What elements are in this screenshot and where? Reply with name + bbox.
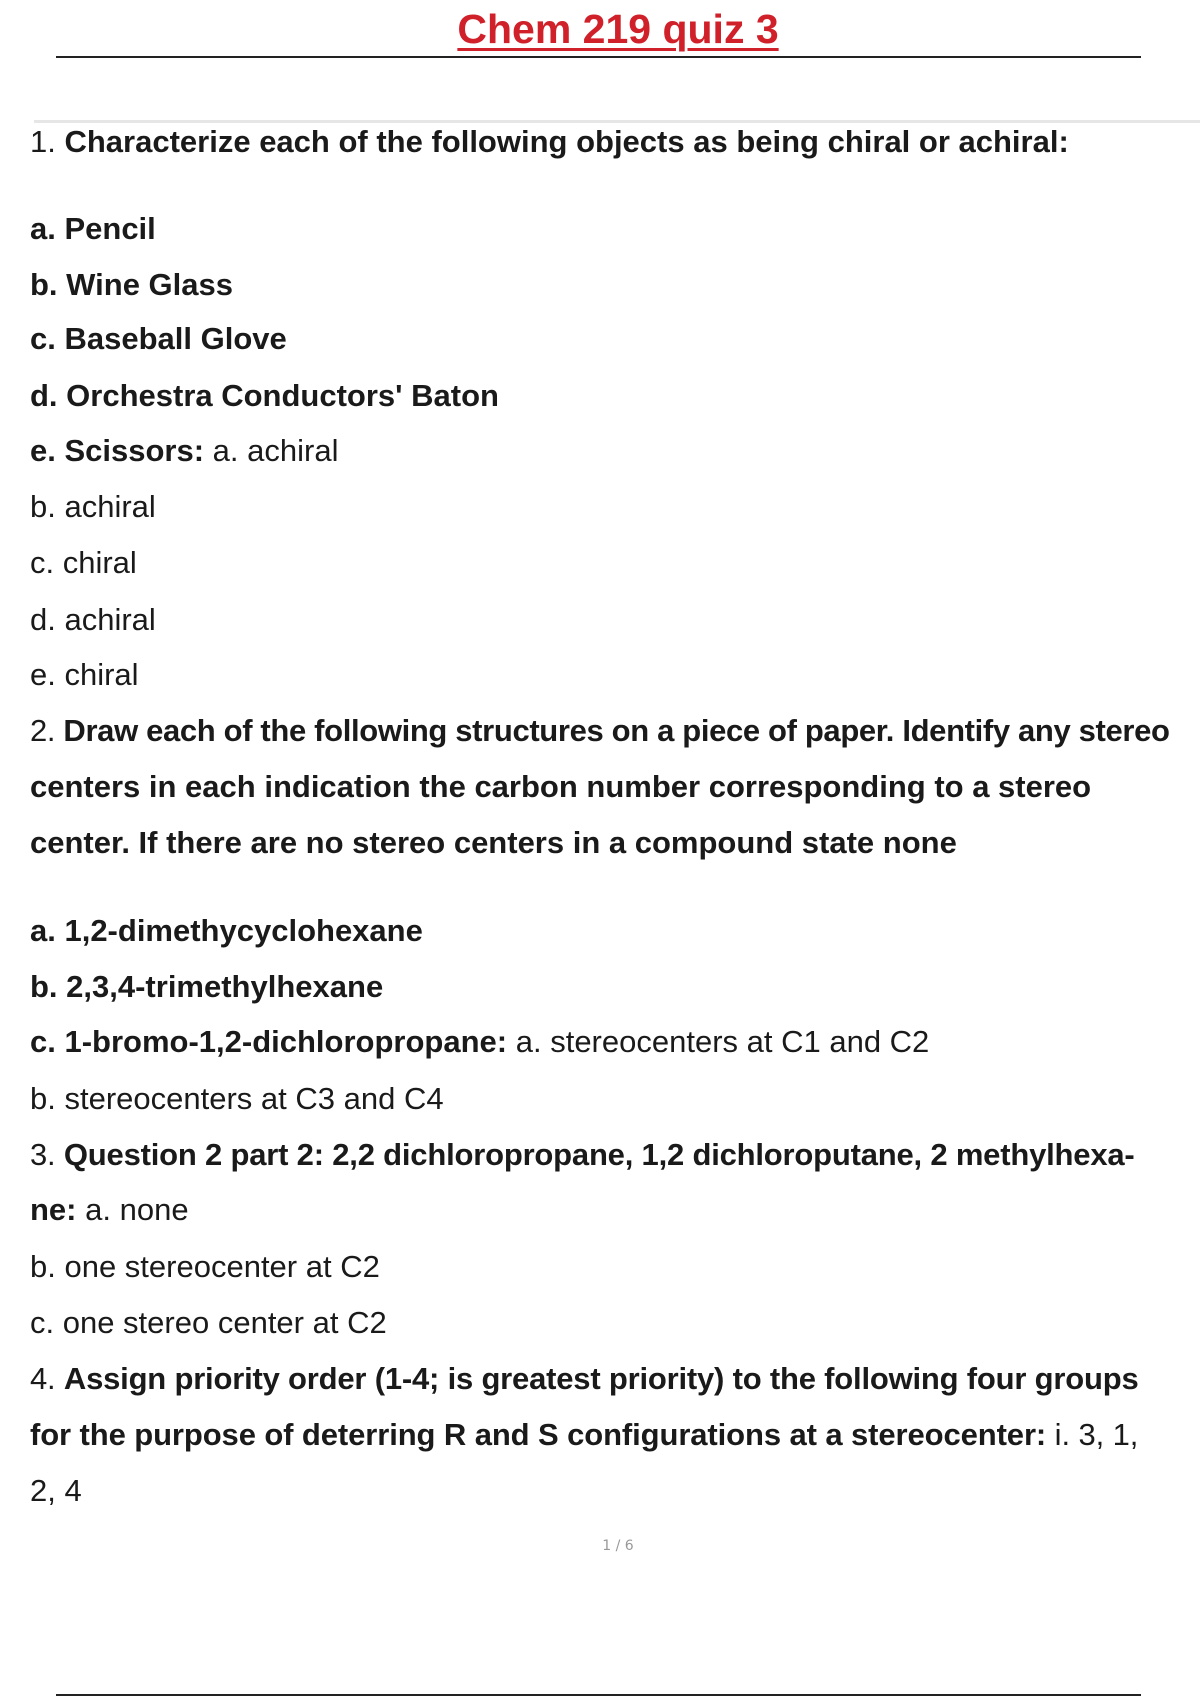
question-number: 2.	[30, 713, 56, 748]
q1-answer-e: e. chiral	[30, 657, 139, 692]
q2-item-b: b. 2,3,4-trimethylhexane	[30, 969, 384, 1004]
question-1	[30, 122, 1069, 162]
question-number: 1.	[30, 124, 56, 159]
question-text: Characterize each of the following objects as being chiral or achiral:	[64, 124, 1069, 159]
header-rule	[56, 56, 1141, 58]
question-2	[30, 711, 1170, 751]
question-3-line-2: ne: a. none	[30, 1192, 189, 1227]
q1-answer-b: b. achiral	[30, 489, 156, 524]
q1-item-c: c. Baseball Glove	[30, 321, 287, 356]
question-number: 3.	[30, 1137, 56, 1172]
q1-answer-c: c. chiral	[30, 545, 137, 580]
question-2-line-3: center. If there are no stereo centers in a compound state none	[30, 825, 957, 860]
footer-rule	[56, 1694, 1141, 1696]
question-2-line-2: centers in each indication the carbon number corresponding to a stereo	[30, 769, 1092, 804]
q1-answer-d: d. achiral	[30, 602, 156, 637]
q2-answer-b: b. stereocenters at C3 and C4	[30, 1081, 444, 1116]
q2-answer-a: a. stereocenters at C1 and C2	[515, 1024, 930, 1059]
q1-item-d: d. Orchestra Conductors' Baton	[30, 378, 499, 413]
q4-answer: i. 3, 1,	[1054, 1417, 1139, 1452]
q1-item-b: b. Wine Glass	[30, 267, 233, 302]
question-number: 4.	[30, 1361, 56, 1396]
q4-answer-line-2: 2, 4	[30, 1473, 82, 1508]
q3-answer-a: a. none	[85, 1192, 189, 1227]
question-4-line-2: for the purpose of deterring R and S configurations at a stereocenter: i. 3, 1,	[30, 1417, 1139, 1452]
question-text: Assign priority order (1-4; is greatest priority) to the following four groups	[63, 1361, 1139, 1396]
q2-item-a: a. 1,2-dimethycyclohexane	[30, 913, 423, 948]
q1-answer-a: a. achiral	[212, 433, 339, 468]
q1-item-e: e. Scissors: a. achiral	[30, 433, 339, 468]
page-title: Chem 219 quiz 3	[457, 6, 779, 52]
question-4	[30, 1359, 1139, 1399]
page-number: 1 / 6	[602, 1538, 634, 1554]
q1-item-a: a. Pencil	[30, 211, 156, 246]
question-text: Question 2 part 2: 2,2 dichloropropane, 1,2 dichloroputane, 2 methylhexa-	[63, 1137, 1135, 1172]
question-3	[30, 1135, 1135, 1175]
q3-answer-c: c. one stereo center at C2	[30, 1305, 387, 1340]
q3-answer-b: b. one stereocenter at C2	[30, 1249, 380, 1284]
q2-item-c: c. 1-bromo-1,2-dichloropropane: a. stereocenters at C1 and C2	[30, 1024, 930, 1059]
question-text: Draw each of the following structures on a piece of paper. Identify any stereo	[63, 713, 1170, 748]
